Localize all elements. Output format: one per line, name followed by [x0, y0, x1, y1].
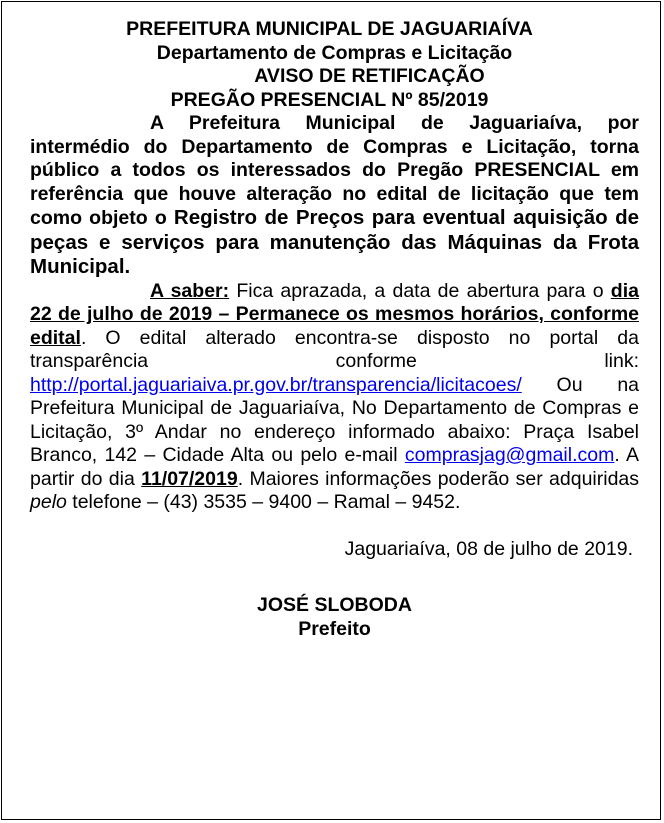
paragraph-intro	[30, 112, 639, 280]
new-opening-date: dia 22 de julho de 2019 – Permanece os mesmos horários, conforme edital	[30, 279, 639, 349]
header-procurement-number: PREGÃO PRESENCIAL Nº 85/2019	[170, 88, 489, 111]
intro-text: A Prefeitura Municipal de Jaguariaíva, por intermédio do Departamento de Compras e Licitação, torna público a todos os interessados do Pregão PRESENCIAL em referência que houve alteração no edital de licitação que tem como objeto o	[30, 112, 639, 229]
signatory-role: Prefeito	[298, 617, 371, 640]
details-text-3: Ou na Prefeitura Municipal de Jaguariaíva, No Departamento de Compras e Licitação, 3º Andar no endereço informado abaixo: Praça Isabel Branco, 142 – Cidade Alta ou pelo e-mail	[30, 373, 640, 466]
pelo-word: pelo	[30, 491, 67, 513]
transparency-portal-link[interactable]: http://portal.jaguariaiva.pr.gov.br/transparencia/licitacoes/	[30, 373, 522, 396]
header-title: PREFEITURA MUNICIPAL DE JAGUARIAÍVA	[126, 18, 533, 40]
notice-content	[30, 18, 639, 641]
header-department: Departamento de Compras e Licitação	[156, 41, 513, 64]
details-text-6: telefone – (43) 3535 – 9400 – Ramal – 9452.	[72, 491, 461, 513]
signatory-name: JOSÉ SLOBODA	[257, 594, 412, 616]
email-link[interactable]: comprasjag@gmail.com	[404, 444, 615, 466]
details-text-1: Fica aprazada, a data de abertura para o	[236, 279, 604, 302]
paragraph-details	[30, 280, 639, 515]
available-from-date: 11/07/2019	[141, 467, 238, 490]
place-date: Jaguariaíva, 08 de julho de 2019.	[344, 537, 633, 560]
details-text-4: . A partir do dia	[30, 444, 639, 490]
details-text-5: . Maiores informações poderão ser adquiridas	[237, 467, 640, 490]
header-notice-type: AVISO DE RETIFICAÇÃO	[254, 65, 485, 87]
intro-object: Registro de Preços para eventual aquisição de peças e serviços para manutenção das Máquinas da Frota Municipal.	[30, 206, 639, 278]
details-text-2: . O edital alterado encontra-se disposto no portal da transparência conforme link:	[30, 326, 639, 372]
a-saber-label: A saber:	[150, 279, 230, 302]
notice-page	[1, 1, 661, 820]
